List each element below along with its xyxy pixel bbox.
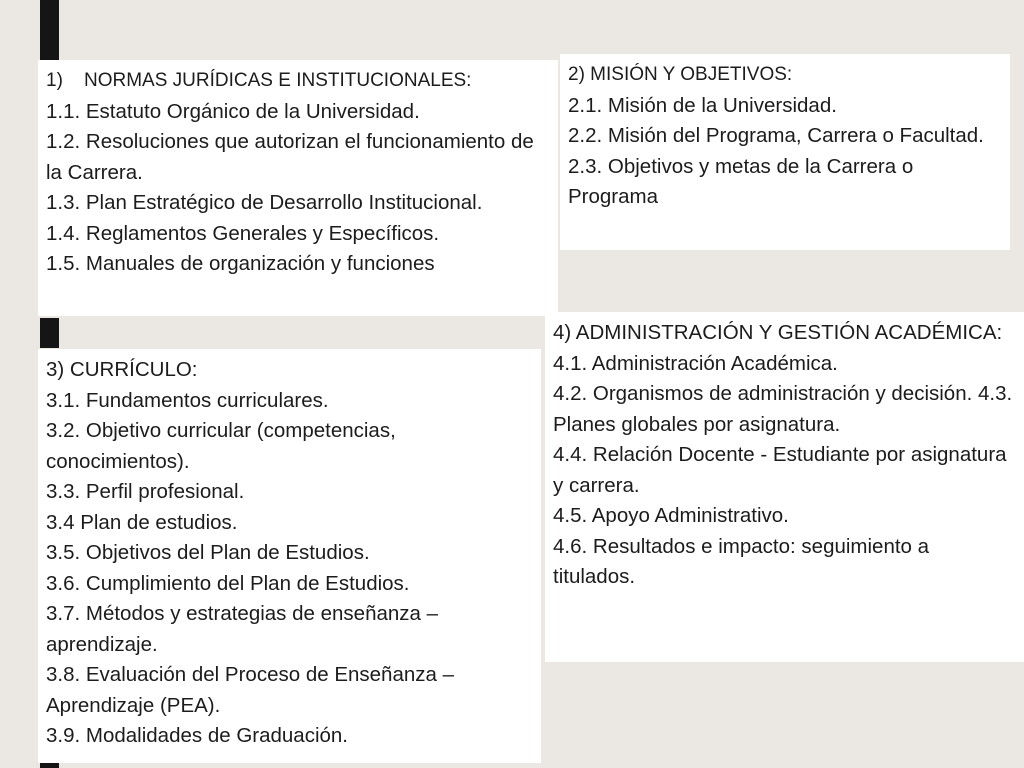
normas-item: 1.5. Manuales de organización y funciones [46, 252, 435, 275]
mision-item: 2.2. Misión del Programa, Carrera o Facultad. [568, 124, 984, 147]
curriculo-item: 3.8. Evaluación del Proceso de Enseñanza – Aprendizaje (PEA). [46, 663, 454, 717]
admin-item: 4) ADMINISTRACIÓN Y GESTIÓN ACADÉMICA: 4.1. Administración Académica. [553, 321, 1003, 375]
mision-section [560, 54, 1010, 250]
normas-section [38, 60, 558, 316]
normas-heading-number: 1) [46, 70, 63, 91]
admin-item: 4.6. Resultados e impacto: seguimiento a titulados. [553, 534, 930, 588]
admin-section [545, 312, 1024, 662]
admin-item: 4.4. Relación Docente - Estudiante por asignatura y carrera. [553, 443, 1007, 497]
normas-heading [46, 66, 550, 97]
admin-item: 4.2. Organismos de administración y decisión. 4.3. Planes globales por asignatura. [553, 382, 1013, 436]
curriculo-item: 3.1. Fundamentos curriculares. [46, 388, 329, 412]
admin-item: 4.5. Apoyo Administrativo. [553, 504, 789, 527]
accent-bar-top [40, 0, 59, 60]
curriculo-item: 3.4 Plan de estudios. [46, 510, 238, 534]
curriculo-section [38, 349, 541, 763]
normas-item: 1.1. Estatuto Orgánico de la Universidad. [46, 99, 420, 123]
normas-item: 1.3. Plan Estratégico de Desarrollo Institucional. [46, 191, 483, 214]
normas-item: 1.4. Reglamentos Generales y Específicos. [46, 221, 440, 245]
mision-item: 2.1. Misión de la Universidad. [568, 93, 837, 117]
curriculo-item: 3.6. Cumplimiento del Plan de Estudios. [46, 571, 410, 595]
curriculo-heading: 3) CURRÍCULO: [46, 358, 198, 381]
curriculo-item: 3.2. Objetivo curricular (competencias, conocimientos). [46, 419, 396, 473]
curriculo-item: 3.7. Métodos y estrategias de enseñanza – aprendizaje. [46, 602, 439, 656]
curriculo-item: 3.9. Modalidades de Graduación. [46, 724, 349, 747]
mision-heading: 2) MISIÓN Y OBJETIVOS: [568, 64, 793, 85]
normas-heading-text: NORMAS JURÍDICAS E INSTITUCIONALES: [84, 70, 472, 91]
accent-bar-middle [40, 318, 59, 348]
normas-item: 1.2. Resoluciones que autorizan el funcionamiento de la Carrera. [46, 130, 534, 184]
curriculo-item: 3.5. Objetivos del Plan de Estudios. [46, 541, 370, 564]
mision-item: 2.3. Objetivos y metas de la Carrera o Programa [568, 154, 914, 208]
curriculo-item: 3.3. Perfil profesional. [46, 480, 245, 503]
